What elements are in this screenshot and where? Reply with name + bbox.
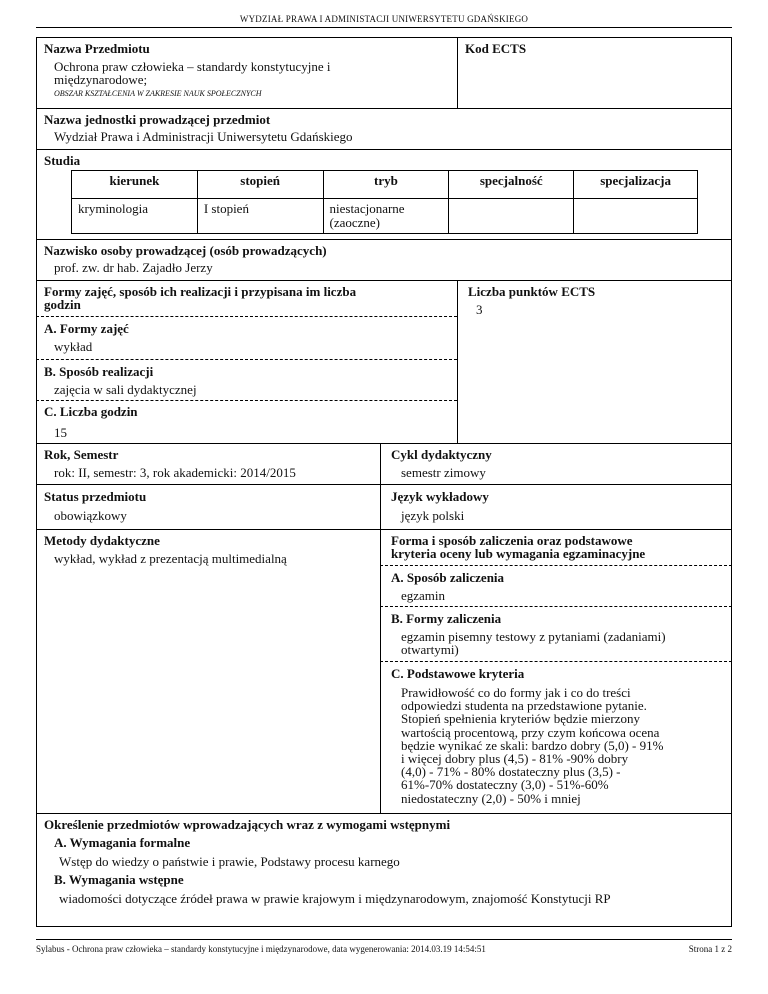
- methods-divider: [380, 529, 381, 814]
- criteria-line-3: Stopień spełnienia kryteriów będzie mierzony: [401, 711, 640, 726]
- criteria-line-1: Prawidłowość co do formy jak i co do treści: [401, 685, 631, 700]
- criteria-line-2: odpowiedzi studenta na przedstawione pytanie.: [401, 698, 647, 713]
- col-header-specjalizacja: specjalizacja: [574, 171, 698, 199]
- unit-value: Wydział Prawa i Administracji Uniwersytetu Gdańskiego: [54, 129, 353, 144]
- forms-a-value: wykład: [54, 339, 93, 354]
- forms-label-line2: godzin: [44, 297, 81, 312]
- language-value: język polski: [401, 508, 465, 523]
- lecturer-value: prof. zw. dr hab. Zajadło Jerzy: [54, 260, 213, 275]
- prereq-a-value: Wstęp do wiedzy o państwie i prawie, Podstawy procesu karnego: [59, 854, 400, 869]
- forms-b-label: B. Sposób realizacji: [44, 364, 154, 379]
- cell-stopien: I stopień: [197, 199, 323, 234]
- criteria-line-5: będzie wynikać ze skali: bardzo dobry (5,0) - 91%: [401, 738, 664, 753]
- forms-b-divider: [36, 359, 457, 360]
- year-value: rok: II, semestr: 3, rok akademicki: 2014/2015: [54, 465, 296, 480]
- cycle-label: Cykl dydaktyczny: [391, 447, 492, 462]
- subject-divider: [457, 37, 458, 109]
- subject-name-line2: międzynarodowe;: [54, 72, 148, 87]
- forms-c-divider: [36, 400, 457, 401]
- subject-name-line1: Ochrona praw człowieka – standardy konstytucyjne i: [54, 59, 331, 74]
- prereq-label: Określenie przedmiotów wprowadzających wraz z wymogami wstępnymi: [44, 817, 451, 832]
- assessment-b-value-line2: otwartymi): [401, 642, 459, 657]
- forms-label-line1: Formy zajęć, sposób ich realizacji i przypisana im liczba: [44, 284, 357, 299]
- criteria-line-7: (4,0) - 71% - 80% dostateczny plus (3,5) -: [401, 764, 621, 779]
- criteria-line-9: niedostateczny (2,0) - 50% i mniej: [401, 791, 581, 806]
- col-header-kierunek: kierunek: [72, 171, 198, 199]
- assessment-c-divider: [380, 661, 732, 662]
- forms-c-value: 15: [54, 425, 67, 440]
- criteria-line-4: wartością procentową, przy czym końcowa ocena: [401, 725, 660, 740]
- year-divider: [380, 443, 381, 485]
- methods-label: Metody dydaktyczne: [44, 533, 160, 548]
- assessment-b-label: B. Formy zaliczenia: [391, 611, 502, 626]
- assessment-label-line2: kryteria oceny lub wymagania egzaminacyjne: [391, 546, 646, 561]
- status-label: Status przedmiotu: [44, 489, 147, 504]
- status-divider: [380, 484, 381, 530]
- cycle-value: semestr zimowy: [401, 465, 486, 480]
- methods-section: [36, 529, 732, 814]
- col-header-stopien: stopień: [197, 171, 323, 199]
- cell-tryb-line2: (zaoczne): [329, 215, 381, 230]
- assessment-a-divider: [380, 565, 732, 566]
- assessment-b-divider: [380, 606, 732, 607]
- criteria-line-6: i więcej dobry plus (4,5) - 81% -90% dobry: [401, 751, 629, 766]
- forms-section: [36, 280, 732, 444]
- subject-label: Nazwa Przedmiotu: [44, 41, 150, 56]
- prereq-b-value: wiadomości dotyczące źródeł prawa w prawie krajowym i międzynarodowym, znajomość Konstytucji RP: [59, 891, 611, 906]
- assessment-c-label: C. Podstawowe kryteria: [391, 666, 525, 681]
- footer-page-number: Strona 1 z 2: [688, 944, 732, 954]
- footer-divider: [36, 939, 732, 940]
- status-value: obowiązkowy: [54, 508, 127, 523]
- cell-tryb-line1: niestacjonarne: [329, 201, 405, 216]
- cell-tryb: [323, 199, 449, 234]
- ects-points-label: Liczba punktów ECTS: [468, 284, 596, 299]
- cell-kierunek: kryminologia: [72, 199, 198, 234]
- methods-value: wykład, wykład z prezentacją multimedialną: [54, 551, 287, 566]
- forms-a-label: A. Formy zajęć: [44, 321, 129, 336]
- forms-a-divider: [36, 316, 457, 317]
- col-header-tryb: tryb: [323, 171, 449, 199]
- lecturer-label: Nazwisko osoby prowadzącej (osób prowadzących): [44, 243, 327, 258]
- assessment-b-value-line1: egzamin pisemny testowy z pytaniami (zadaniami): [401, 629, 666, 644]
- unit-label: Nazwa jednostki prowadzącej przedmiot: [44, 112, 271, 127]
- page-header: WYDZIAŁ PRAWA I ADMINISTACJI UNIWERSYTETU GDAŃSKIEGO: [239, 14, 529, 24]
- forms-b-value: zajęcia w sali dydaktycznej: [54, 382, 197, 397]
- prereq-a-label: A. Wymagania formalne: [54, 835, 191, 850]
- footer-left: Sylabus - Ochrona praw człowieka – standardy konstytucyjne i międzynarodowe, data wygenerowania: 2014.03.19 14:54:51: [36, 944, 486, 954]
- assessment-label-line1: Forma i sposób zaliczenia oraz podstawowe: [391, 533, 633, 548]
- col-header-specjalnosc: specjalność: [449, 171, 574, 199]
- year-label: Rok, Semestr: [44, 447, 119, 462]
- language-label: Język wykładowy: [391, 489, 489, 504]
- subject-area: OBSZAR KSZTAŁCENIA W ZAKRESIE NAUK SPOŁECZNYCH: [54, 89, 262, 98]
- header-divider: [36, 27, 732, 28]
- criteria-line-8: 61%-70% dostateczny (3,0) - 51%-60%: [401, 777, 609, 792]
- ects-code-label: Kod ECTS: [465, 41, 527, 56]
- prereq-b-label: B. Wymagania wstępne: [54, 872, 184, 887]
- cell-specjalizacja: [574, 199, 698, 234]
- assessment-a-value: egzamin: [401, 588, 446, 603]
- forms-divider: [457, 280, 458, 444]
- studies-table: [71, 170, 698, 234]
- assessment-a-label: A. Sposób zaliczenia: [391, 570, 505, 585]
- studies-label: Studia: [44, 153, 81, 168]
- cell-specjalnosc: [449, 199, 574, 234]
- ects-points-value: 3: [476, 302, 483, 317]
- forms-c-label: C. Liczba godzin: [44, 404, 138, 419]
